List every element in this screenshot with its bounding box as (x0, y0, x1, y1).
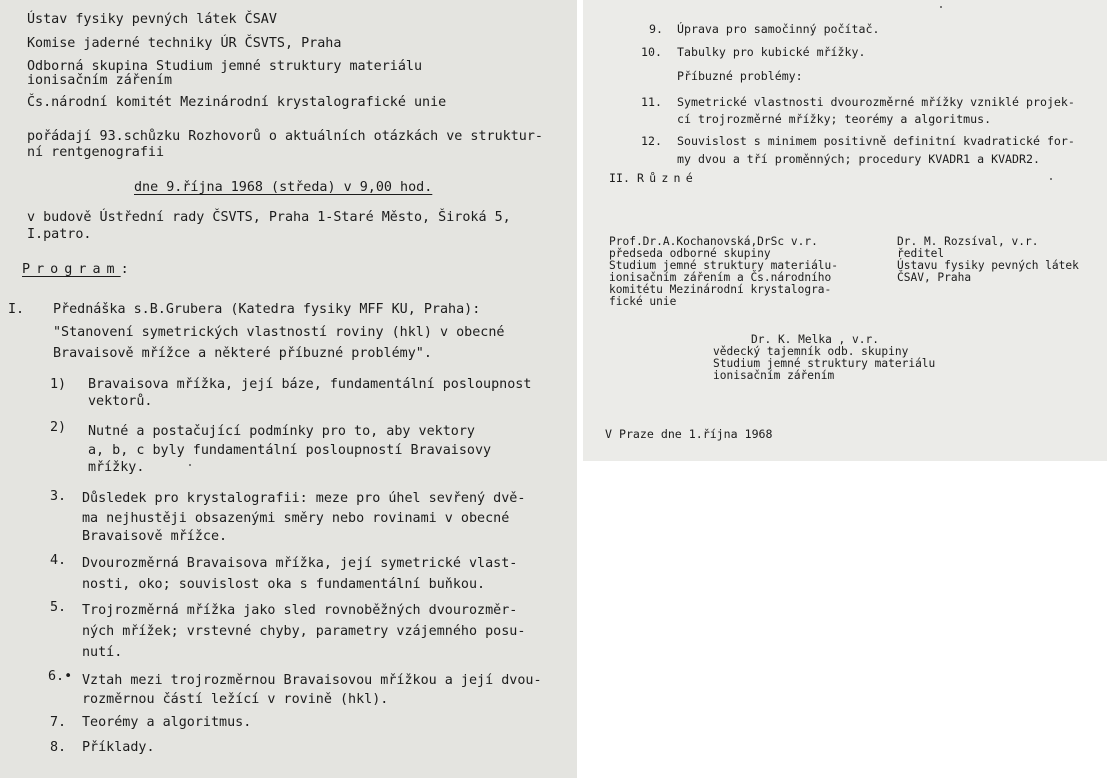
item-line: Důsledek pro krystalografii: meze pro úhel sevřený dvě- (82, 491, 526, 506)
signature-line: Dr. K. Melka , v.r. (751, 333, 879, 346)
header-line: ionisačním zářením (27, 73, 173, 88)
signature-rozsival (897, 236, 1079, 284)
header-line: Čs.národní komitét Mezinárodní krystalografické unie (27, 95, 447, 110)
item-line: Nutné a postačující podmínky pro to, aby vektory (88, 424, 475, 439)
item-line: Vztah mezi trojrozměrnou Bravaisovou mřížkou a její dvou- (82, 673, 542, 688)
item-line: Úprava pro samočinný počítač. (677, 22, 880, 36)
header-line: Ústav fysiky pevných látek ČSAV (27, 12, 277, 27)
item-line: cí trojrozměrné mřížky; teorémy a algoritmus. (677, 112, 992, 126)
header-line: Odborná skupina Studium jemné struktury materiálu (27, 59, 423, 74)
item-line: mřížky. (88, 460, 145, 475)
item-number: 12. (641, 134, 662, 148)
item-line: Souvislost s minimem positivně definitní kvadratické for- (677, 134, 1075, 148)
item-line: Bravaisova mřížka, její báze, fundamentální posloupnost (88, 377, 532, 392)
item-number: 1) (50, 377, 67, 392)
intro-line: pořádají 93.schůzku Rozhovorů o aktuálních otázkách ve struktur- (27, 129, 543, 144)
header-line: Komise jaderné techniky ÚR ČSVTS, Praha (27, 36, 342, 51)
item-line: nosti, oko; souvislost oka s fundamentální buňkou. (82, 577, 486, 592)
ink-speck (189, 464, 191, 466)
program-heading-row (22, 262, 129, 277)
signature-line: fické unie (609, 295, 677, 309)
section-number: I. (8, 302, 25, 317)
section-line: Bravaisově mřížce a některé příbuzné problémy". (53, 346, 432, 361)
signature-line: komitétu Mezinárodní krystalogra- (609, 283, 832, 297)
section-number: II. (609, 171, 630, 185)
item-number: 10. (641, 45, 662, 59)
signature-line: Prof.Dr.A.Kochanovská,DrSc v.r. (609, 235, 818, 248)
program-colon: : (120, 262, 129, 277)
item-number: 7. (50, 715, 67, 730)
ink-speck (1050, 178, 1052, 180)
item-number: 6.• (48, 669, 73, 684)
item-number: 4. (50, 553, 67, 568)
right-page (583, 0, 1107, 461)
item-number: 9. (649, 22, 663, 36)
signature-line: Dr. M. Rozsíval, v.r. (897, 235, 1039, 248)
item-line: Dvourozměrná Bravaisova mřížka, její symetrické vlast- (82, 556, 518, 571)
signature-line: ČSAV, Praha (897, 271, 972, 285)
section-title: Různé (636, 171, 698, 185)
section-line: Přednáška s.B.Grubera (Katedra fysiky MFF KU, Praha): (53, 302, 481, 317)
related-heading: Příbuzné problémy: (677, 69, 803, 83)
item-line: Bravaisově mřížce. (82, 529, 228, 544)
item-number: 2) (50, 420, 67, 435)
item-line: a, b, c byly fundamentální posloupností Bravaisovy (88, 443, 492, 458)
section-II-row (609, 172, 698, 185)
item-line: ma nejhustěji obsazenými směry nebo rovinami v obecné (82, 511, 510, 526)
item-line: Symetrické vlastnosti dvourozměrné mřížky vzniklé projek- (677, 95, 1075, 109)
item-line: nutí. (82, 645, 123, 660)
signature-kochanovska (609, 236, 838, 309)
signature-line: vědecký tajemník odb. skupiny (713, 345, 909, 359)
item-line: Teorémy a algoritmus. (82, 715, 252, 730)
item-number: 8. (50, 740, 67, 755)
closing-date: V Praze dne 1.října 1968 (605, 427, 773, 441)
item-number: 3. (50, 489, 67, 504)
signature-line: ionisačním zářením (713, 369, 835, 383)
location-line: v budově Ústřední rady ČSVTS, Praha 1-Staré Město, Široká 5, (27, 210, 511, 225)
section-line: "Stanovení symetrických vlastností roviny (hkl) v obecné (53, 325, 505, 340)
location-line: I.patro. (27, 227, 92, 242)
signature-melka (713, 334, 935, 382)
item-line: ných mřížek; vrstevné chyby, parametry vzájemného posu- (82, 624, 526, 639)
item-line: rozměrnou částí ležící v rovině (hkl). (82, 692, 389, 707)
meeting-date: dne 9.října 1968 (středa) v 9,00 hod. (134, 180, 433, 195)
program-heading: Program (22, 262, 121, 277)
signature-line: ředitel (897, 247, 945, 261)
signature-line: Studium jemné struktury materiálu- (609, 259, 839, 273)
signature-line: Ústavu fysiky pevných látek (897, 259, 1079, 273)
signature-line: ionisačním zářením a Čs.národního (609, 271, 832, 285)
item-line: vektorů. (88, 394, 153, 409)
item-line: Tabulky pro kubické mřížky. (677, 45, 866, 59)
item-line: Příklady. (82, 740, 155, 755)
item-number: 5. (50, 600, 67, 615)
signature-line: Studium jemné struktury materiálu (713, 357, 936, 371)
signature-line: předseda odborné skupiny (609, 247, 771, 261)
item-number: 11. (641, 95, 662, 109)
item-line: Trojrozměrná mřížka jako sled rovnoběžných dvourozměr- (82, 603, 518, 618)
ink-speck (940, 6, 942, 8)
intro-line: ní rentgenografii (27, 145, 165, 160)
item-line: my dvou a tří proměnných; procedury KVADR1 a KVADR2. (677, 152, 1040, 166)
